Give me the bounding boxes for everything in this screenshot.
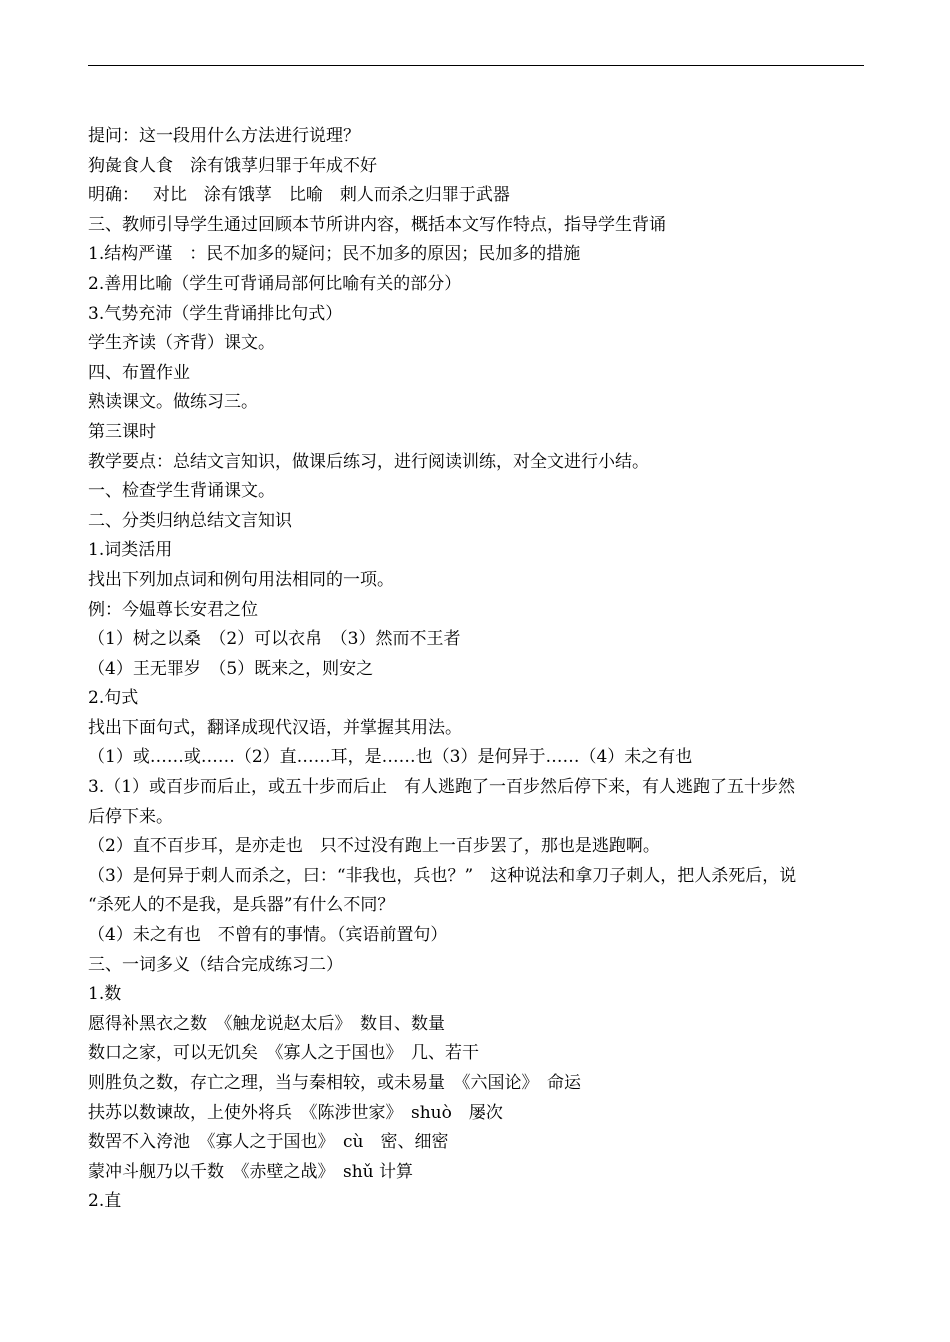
text-line: 数口之家，可以无饥矣 《寡人之于国也》 几、若干 (88, 1043, 479, 1064)
text-line: “杀死人的不是我，是兵器”有什么不同？ (88, 895, 395, 916)
text-line: 例：今媪尊长安君之位 (88, 599, 258, 620)
section-heading: 三、一词多义（结合完成练习二） (88, 954, 343, 975)
lesson-heading: 第三课时 (88, 421, 156, 442)
text-line: （4）王无罪岁 （5）既来之，则安之 (88, 658, 374, 679)
text-line: 找出下面句式，翻译成现代汉语，并掌握其用法。 (88, 717, 462, 738)
section-heading: 四、布置作业 (88, 362, 190, 383)
text-line: 数罟不入洿池 《寡人之于国也》 cù 密、细密 (88, 1132, 449, 1153)
section-heading: 一、检查学生背诵课文。 (88, 481, 275, 502)
text-line: 后停下来。 (88, 806, 173, 827)
text-line: 则胜负之数，存亡之理，当与秦相较，或未易量 《六国论》 命运 (88, 1073, 581, 1093)
list-item: 2.句式 (88, 688, 139, 709)
header-rule (88, 65, 864, 66)
text-line: 学生齐读（齐背）课文。 (88, 333, 275, 354)
document-body (88, 122, 864, 1217)
text-line: 教学要点：总结文言知识，做课后练习，进行阅读训练，对全文进行小结。 (88, 451, 649, 472)
text-line: 找出下列加点词和例句用法相同的一项。 (88, 569, 394, 590)
list-item: 3.气势充沛（学生背诵排比句式） (88, 303, 343, 324)
text-line: （1）树之以桑 （2）可以衣帛 （3）然而不王者 (88, 629, 461, 650)
section-heading: 三、教师引导学生通过回顾本节所讲内容，概括本文写作特点，指导学生背诵 (88, 214, 666, 235)
list-item: 1.数 (88, 984, 122, 1005)
text-line: 扶苏以数谏故，上使外将兵 《陈涉世家》 shuò 屡次 (88, 1102, 503, 1123)
text-line: （4）未之有也 不曾有的事情。（宾语前置句） (88, 925, 448, 946)
text-line: 3.（1）或百步而后止，或五十步而后止 有人逃跑了一百步然后停下来，有人逃跑了五十步然 (88, 777, 796, 798)
text-line: 愿得补黑衣之数 《触龙说赵太后》 数目、数量 (88, 1013, 445, 1034)
text-line: 提问：这一段用什么方法进行说理？ (88, 126, 360, 146)
text-line: （3）是何异于刺人而杀之，曰：“非我也，兵也？” 这种说法和拿刀子刺人，把人杀死后，说 (88, 865, 797, 886)
list-item: 1.词类活用 (88, 540, 173, 561)
text-line: 狗彘食人食 涂有饿莩归罪于年成不好 (88, 155, 377, 176)
list-item: 2.善用比喻（学生可背诵局部何比喻有关的部分） (88, 273, 462, 294)
text-line: （2）直不百步耳，是亦走也 只不过没有跑上一百步罢了，那也是逃跑啊。 (88, 836, 660, 857)
text-line: 蒙冲斗舰乃以千数 《赤壁之战》 shǔ 计算 (88, 1161, 414, 1182)
text-line: 明确： 对比 涂有饿莩 比喻 刺人而杀之归罪于武器 (88, 185, 510, 206)
list-item: 1.结构严谨 ：民不加多的疑问；民不加多的原因；民加多的措施 (88, 244, 581, 265)
list-item: 2.直 (88, 1191, 122, 1212)
text-line: （1）或……或……（2）直……耳，是……也（3）是何异于……（4）未之有也 (88, 747, 693, 768)
section-heading: 二、分类归纳总结文言知识 (88, 510, 292, 531)
text-line: 熟读课文。做练习三。 (88, 392, 258, 413)
